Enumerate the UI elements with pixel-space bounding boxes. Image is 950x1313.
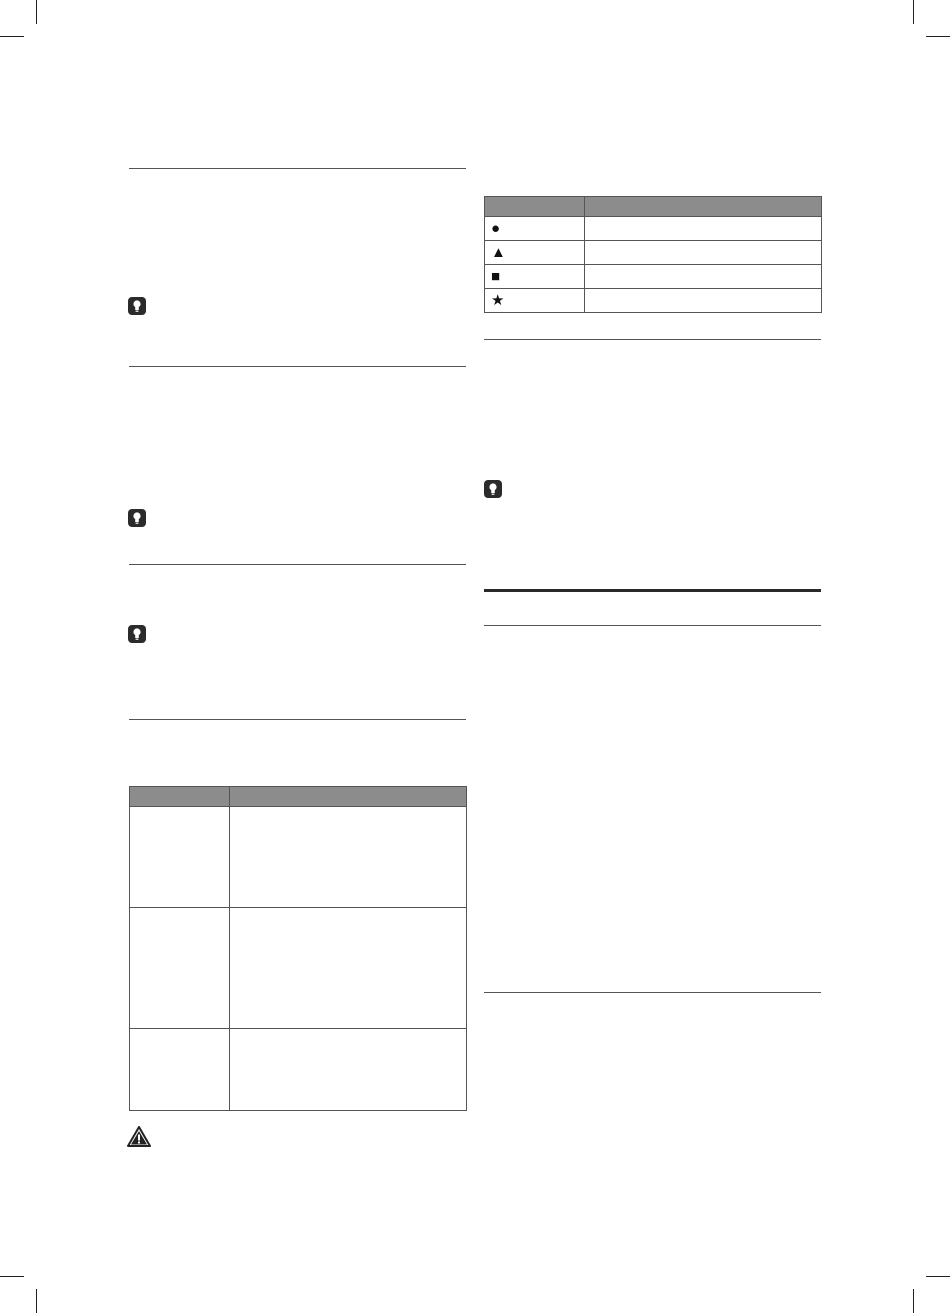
crop-mark	[36, 0, 37, 24]
filled-triangle-icon: ▲	[491, 244, 506, 261]
table-cell	[230, 1029, 467, 1111]
table-cell	[585, 265, 822, 289]
filled-star-icon: ★	[491, 292, 505, 309]
table-cell	[130, 908, 230, 1029]
table-header-cell	[485, 197, 585, 217]
table-header-cell	[130, 787, 230, 807]
lightbulb-tip-icon	[128, 297, 146, 315]
table-cell	[230, 908, 467, 1029]
filled-square-icon: ■	[491, 268, 501, 285]
table-row	[485, 241, 822, 265]
section-divider	[129, 168, 466, 169]
table-header-cell	[585, 197, 822, 217]
table-cell	[485, 217, 585, 241]
crop-mark	[926, 1276, 950, 1277]
table-header-row	[130, 787, 467, 807]
lightbulb-tip-icon	[128, 625, 146, 643]
table-cell	[485, 265, 585, 289]
table-row	[130, 908, 467, 1029]
table-row	[130, 807, 467, 908]
lightbulb-tip-icon	[128, 509, 146, 527]
crop-mark	[926, 36, 950, 37]
section-divider	[484, 992, 821, 993]
table-cell	[485, 289, 585, 313]
section-divider	[129, 366, 466, 367]
table-header-cell	[230, 787, 467, 807]
table-cell	[130, 1029, 230, 1111]
section-divider	[129, 564, 466, 565]
table-cell	[130, 807, 230, 908]
filled-circle-icon: ●	[491, 220, 501, 237]
info-table	[129, 786, 467, 1111]
table-row	[485, 289, 822, 313]
table-cell	[230, 807, 467, 908]
section-divider	[484, 339, 821, 340]
lightbulb-tip-icon	[484, 480, 502, 498]
crop-mark	[0, 1276, 24, 1277]
table-header-row	[485, 197, 822, 217]
crop-mark	[0, 36, 24, 37]
crop-mark	[913, 0, 914, 24]
table-cell	[585, 217, 822, 241]
table-cell	[585, 241, 822, 265]
warning-triangle-icon	[127, 1126, 151, 1147]
symbol-table	[484, 196, 822, 313]
table-row	[485, 217, 822, 241]
crop-mark	[913, 1289, 914, 1313]
table-cell	[485, 241, 585, 265]
table-row	[485, 265, 822, 289]
table-row	[130, 1029, 467, 1111]
chapter-divider	[484, 589, 821, 592]
section-divider	[484, 625, 821, 626]
table-cell	[585, 289, 822, 313]
section-divider	[129, 719, 466, 720]
crop-mark	[36, 1289, 37, 1313]
